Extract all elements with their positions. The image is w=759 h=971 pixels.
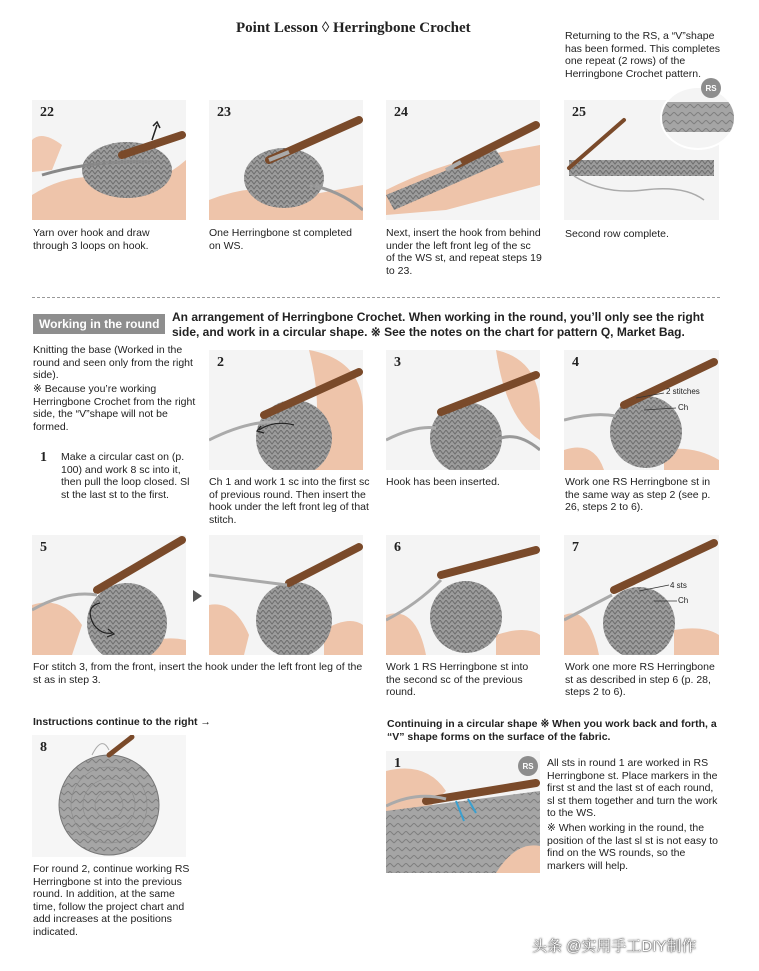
step-5-caption: For stitch 3, from the front, insert the hook under the left front leg of the st as in step 3. bbox=[33, 661, 363, 686]
step-number: 8 bbox=[40, 740, 47, 755]
step-24-caption: Next, insert the hook from behind under the left front leg of the sc of the WS st, and repeat steps 19 to 23. bbox=[386, 227, 542, 277]
step-number: 4 bbox=[572, 355, 579, 370]
step-4-photo bbox=[564, 350, 719, 470]
rs-badge: RS bbox=[701, 78, 721, 98]
base-text: Knitting the base (Worked in the round and seen only from the right side). bbox=[33, 344, 193, 382]
play-arrow-icon bbox=[193, 590, 203, 602]
step-23-photo bbox=[209, 100, 363, 220]
circular-step-1-photo bbox=[386, 751, 540, 873]
rs-badge: RS bbox=[518, 756, 538, 776]
step-22-photo bbox=[32, 100, 186, 220]
step-number: 22 bbox=[40, 105, 54, 120]
step-number: 2 bbox=[217, 355, 224, 370]
step-22-caption: Yarn over hook and draw through 3 loops on hook. bbox=[33, 227, 150, 252]
circular-heading bbox=[387, 718, 722, 744]
top-note: Returning to the RS, a “V”shape has been formed. This completes one repeat (2 rows) of the Herringbone Crochet pattern. bbox=[565, 30, 721, 80]
step-number: 23 bbox=[217, 105, 231, 120]
page-title: Point Lesson ◊ Herringbone Crochet bbox=[236, 20, 471, 36]
rs-inset-photo bbox=[662, 88, 734, 148]
circular-step-1-note: ※ When working in the round, the position of the last sl st is not easy to find on the WS rounds, so the markers will help. bbox=[547, 822, 719, 872]
step-23-caption: One Herringbone st completed on WS. bbox=[209, 227, 352, 252]
step-4-caption: Work one RS Herringbone st in the same way as step 2 (see p. 26, steps 2 to 6). bbox=[565, 476, 711, 514]
circular-heading-bold: Continuing in a circular shape bbox=[387, 718, 538, 730]
hook-drawing-yarn-photo bbox=[32, 100, 186, 220]
step-3-caption: Hook has been inserted. bbox=[386, 476, 500, 488]
section-label: Working in the round bbox=[33, 314, 165, 334]
photo-label: 2 stitches bbox=[666, 387, 700, 396]
step-3-photo bbox=[386, 350, 540, 470]
step-2-caption: Ch 1 and work 1 sc into the first sc of previous round. Then insert the hook under the left front leg of that stitch. bbox=[209, 476, 370, 526]
circular-step-1-text: All sts in round 1 are worked in RS Herringbone st. Place markers in the first st and the last st of each round, sl st them together and turn the work to the WS. bbox=[547, 757, 718, 820]
step-6-photo bbox=[386, 535, 540, 655]
step-number: 25 bbox=[572, 105, 586, 120]
step-1-number: 1 bbox=[40, 450, 47, 465]
step-8-caption: For round 2, continue working RS Herringbone st into the previous round. In addition, at the same time, follow the project chart and add increases at the positions indicated. bbox=[33, 863, 190, 938]
photo-label: 4 sts bbox=[670, 581, 687, 590]
photo-label: Ch bbox=[678, 403, 689, 412]
base-note: ※ Because you’re working Herringbone Crochet from the right side, the “V”shape will not be formed. bbox=[33, 383, 196, 433]
step-7-photo bbox=[564, 535, 719, 655]
step-6-caption: Work 1 RS Herringbone st into the second sc of the previous round. bbox=[386, 661, 529, 699]
photo-label: Ch bbox=[678, 596, 689, 605]
step-number: 7 bbox=[572, 540, 579, 555]
step-8-photo bbox=[32, 735, 186, 857]
step-number: 5 bbox=[40, 540, 47, 555]
step-2-photo bbox=[209, 350, 363, 470]
watermark: 头条 @实用手工DIY制作 bbox=[532, 938, 697, 955]
step-number: 24 bbox=[394, 105, 408, 120]
step-5b-photo bbox=[209, 535, 363, 655]
section-intro: An arrangement of Herringbone Crochet. When working in the round, you’ll only see the right side, and work in a circular shape. ※ See the notes on the chart for pattern Q, Market Bag. bbox=[172, 310, 705, 339]
step-number: 6 bbox=[394, 540, 401, 555]
circular-heading-rest: ※ When you work back and forth, a “V” shape forms on the surface of the fabric. bbox=[387, 718, 717, 743]
section-divider bbox=[32, 297, 720, 298]
step-number: 3 bbox=[394, 355, 401, 370]
step-5-photo bbox=[32, 535, 186, 655]
step-7-caption: Work one more RS Herringbone st as described in step 6 (p. 28, steps 2 to 6). bbox=[565, 661, 715, 699]
step-number: 1 bbox=[394, 756, 401, 771]
continue-note: Instructions continue to the right → bbox=[33, 716, 211, 728]
step-1-text: Make a circular cast on (p. 100) and work 8 sc into it, then pull the loop closed. Sl st the last st to the first. bbox=[61, 451, 190, 501]
step-24-photo bbox=[386, 100, 540, 220]
step-25-caption: Second row complete. bbox=[565, 228, 669, 240]
